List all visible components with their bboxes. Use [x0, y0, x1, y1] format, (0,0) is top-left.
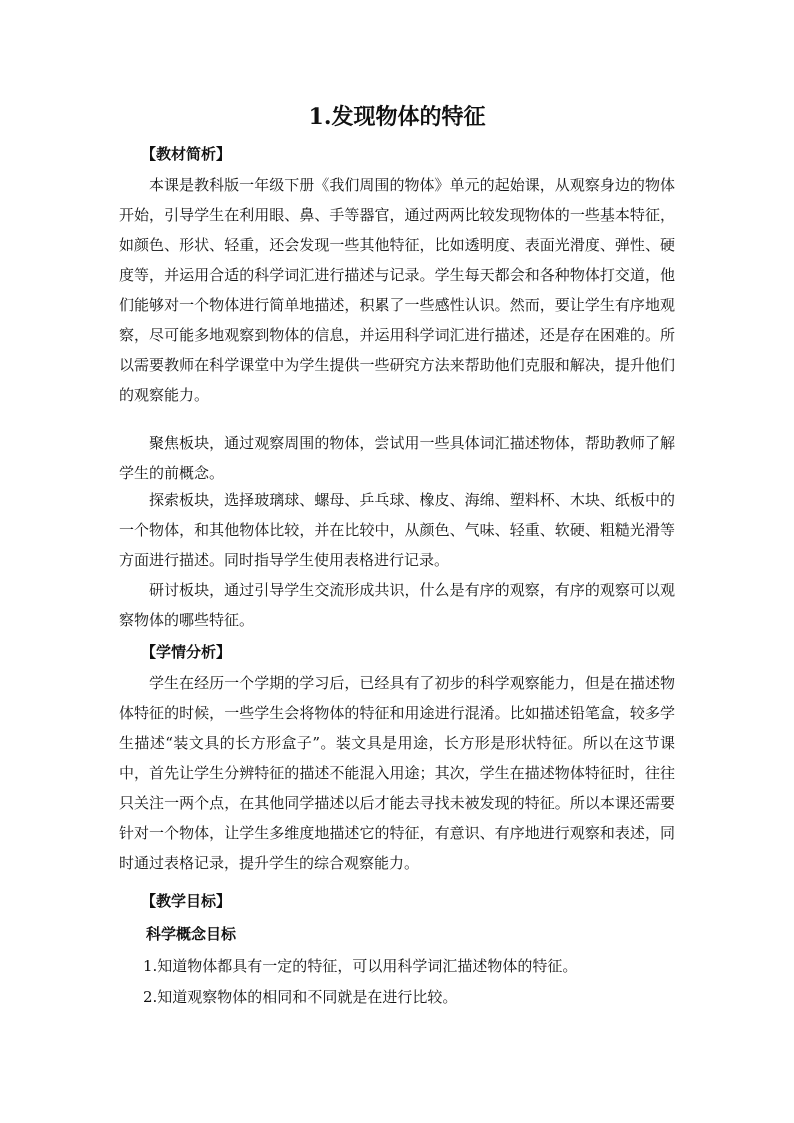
- heading-learner-analysis: 【学情分析】: [141, 643, 232, 661]
- heading-textbook-analysis: 【教材简析】: [141, 145, 232, 163]
- paragraph-discuss-section: 研讨板块，通过引导学生交流形成共识，什么是有序的观察，有序的观察可以观察物体的哪些特征。: [119, 581, 675, 629]
- goal-item: 2.知道观察物体的相同和不同就是在进行比较。: [143, 988, 458, 1006]
- paragraph-textbook-intro: 本课是教科版一年级下册《我们周围的物体》单元的起始课，从观察身边的物体开始，引导学生在利用眼、鼻、手等器官，通过两两比较发现物体的一些基本特征，如颜色、形状、轻重，还会发现一些其他特征，比如透明度、表面光滑度、弹性、硬度等，并运用合适的科学词汇进行描述与记录。学生每天都会和各种物体打交道，他们能够对一个物体进行简单地描述，积累了一些感性认识。然而，要让学生有序地观察，尽可能多地观察到物体的信息，并运用科学词汇进行描述，还是存在困难的。所以需要教师在科学课堂中为学生提供一些研究方法来帮助他们克服和解决，提升他们的观察能力。: [119, 176, 675, 404]
- paragraph-learner-analysis: 学生在经历一个学期的学习后，已经具有了初步的科学观察能力，但是在描述物体特征的时候，一些学生会将物体的特征和用途进行混淆。比如描述铅笔盒，较多学生描述“装文具的长方形盒子”。装文具是用途，长方形是形状特征。所以在这节课中，首先让学生分辨特征的描述不能混入用途；其次，学生在描述物体特征时，往往只关注一两个点，在其他同学描述以后才能去寻找未被发现的特征。所以本课还需要针对一个物体，让学生多维度地描述它的特征，有意识、有序地进行观察和表述，同时通过表格记录，提升学生的综合观察能力。: [119, 674, 675, 872]
- heading-teaching-goals: 【教学目标】: [141, 892, 232, 910]
- goal-item: 1.知道物体都具有一定的特征，可以用科学词汇描述物体的特征。: [143, 957, 578, 975]
- subheading-science-concept-goals: 科学概念目标: [146, 925, 237, 943]
- document-title: 1.发现物体的特征: [308, 104, 486, 130]
- paragraph-explore-section: 探索板块，选择玻璃球、螺母、乒乓球、橡皮、海绵、塑料杯、木块、纸板中的一个物体，和其他物体比较，并在比较中，从颜色、气味、轻重、软硬、粗糙光滑等方面进行描述。同时指导学生使用表格进行记录。: [119, 491, 675, 569]
- paragraph-focus-section: 聚焦板块，通过观察周围的物体，尝试用一些具体词汇描述物体，帮助教师了解学生的前概念。: [119, 434, 675, 482]
